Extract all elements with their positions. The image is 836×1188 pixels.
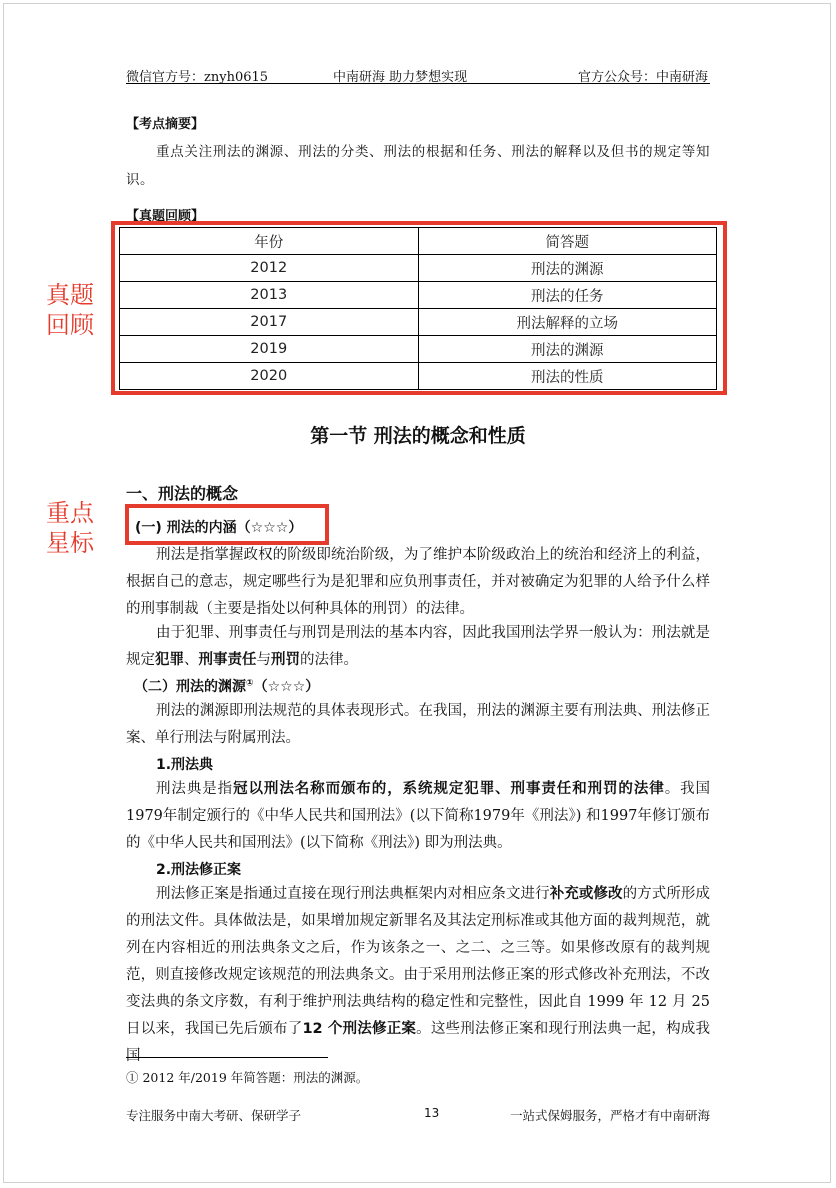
paragraph-amendments: 刑法修正案是指通过直接在现行刑法典框架内对相应条文进行补充或修改的方式所形成的刑法文件。具体做法是，如果增加规定新罪名及其法定刑标准或其他方面的裁判规范，就列在内容相近的刑法典条文之后，作为该条之一、之二、之三等。如果修改原有的裁判规范，则直接修改规定该规范的刑法典条文。由于采用刑法修正案的形式修改补充刑法，不改变法典的条文序数，有利于维护刑法典结构的稳定性和完整性，因此自 1999 年 12 月 25 日以来，我国已先后颁布了12 个刑法修正案。这些刑法修正案和现行刑法典一起，构成我国 bbox=[126, 886, 710, 1064]
footnote-rule bbox=[126, 1057, 328, 1058]
subheading-connotation: (一) 刑法的内涵（☆☆☆） bbox=[135, 520, 303, 536]
footnote: ① 2012 年/2019 年简答题：刑法的渊源。 bbox=[126, 1070, 369, 1085]
year-cell: 2017 bbox=[120, 309, 419, 336]
subheading-penal-code: 1.刑法典 bbox=[156, 757, 214, 773]
question-cell: 刑法的渊源 bbox=[418, 255, 717, 282]
review-title: 【真题回顾】 bbox=[126, 209, 205, 224]
question-cell: 刑法的渊源 bbox=[418, 336, 717, 363]
subheading-amendments: 2.刑法修正案 bbox=[156, 862, 242, 878]
focus-highlight-box bbox=[125, 504, 329, 545]
heading-concept: 一、刑法的概念 bbox=[126, 484, 239, 503]
question-cell: 刑法的性质 bbox=[418, 363, 717, 390]
footer-right: 一站式保姆服务，严格才有中南研海 bbox=[510, 1108, 711, 1123]
header-rule bbox=[126, 83, 710, 84]
subheading-sources: （二）刑法的渊源①（☆☆☆） bbox=[134, 678, 320, 695]
section-title: 第一节 刑法的概念和性质 bbox=[310, 425, 526, 447]
focus-annotation-label: 重点 星标 bbox=[46, 499, 94, 557]
question-cell: 刑法的任务 bbox=[418, 282, 717, 309]
paragraph-penal-code: 刑法典是指冠以刑法名称而颁布的，系统规定犯罪、刑事责任和刑罚的法律。我国1979年制定颁行的《中华人民共和国刑法》(以下简称1979年《刑法》) 和1997年修订颁布的《中华人民共和国刑法》(以下简称《刑法》) 即为刑法典。 bbox=[126, 781, 711, 851]
review-annotation-label: 真题 回顾 bbox=[46, 281, 94, 339]
paragraph-definition: 刑法是指掌握政权的阶级即统治阶级，为了维护本阶级政治上的统治和经济上的利益，根据自己的意志，规定哪些行为是犯罪和应负刑事责任，并对被确定为犯罪的人给予什么样的刑事制裁（主要是指处以何种具体的刑罚）的法律。 bbox=[126, 547, 710, 617]
header-left: 微信官方号：znyh0615 bbox=[126, 70, 269, 85]
question-cell: 刑法解释的立场 bbox=[418, 309, 717, 336]
paragraph-sources: 刑法的渊源即刑法规范的具体表现形式。在我国，刑法的渊源主要有刑法典、刑法修正案、单行刑法与附属刑法。 bbox=[126, 703, 710, 746]
paragraph-content: 由于犯罪、刑事责任与刑罚是刑法的基本内容，因此我国刑法学界一般认为：刑法就是规定犯罪、刑事责任与刑罚的法律。 bbox=[126, 625, 710, 668]
review-highlight-box bbox=[111, 221, 727, 395]
summary-text: 重点关注刑法的渊源、刑法的分类、刑法的根据和任务、刑法的解释以及但书的规定等知识。 bbox=[126, 144, 710, 188]
summary-title: 【考点摘要】 bbox=[126, 117, 205, 132]
year-cell: 2012 bbox=[120, 255, 419, 282]
column-header-year: 年份 bbox=[120, 228, 419, 255]
header-right: 官方公众号：中南研海 bbox=[578, 70, 709, 85]
header-center: 中南研海 助力梦想实现 bbox=[333, 70, 468, 85]
year-cell: 2013 bbox=[120, 282, 419, 309]
year-cell: 2019 bbox=[120, 336, 419, 363]
page-number: 13 bbox=[424, 1106, 440, 1120]
footer-left: 专注服务中南大考研、保研学子 bbox=[126, 1108, 302, 1123]
column-header-question: 简答题 bbox=[418, 228, 717, 255]
year-cell: 2020 bbox=[120, 363, 419, 390]
